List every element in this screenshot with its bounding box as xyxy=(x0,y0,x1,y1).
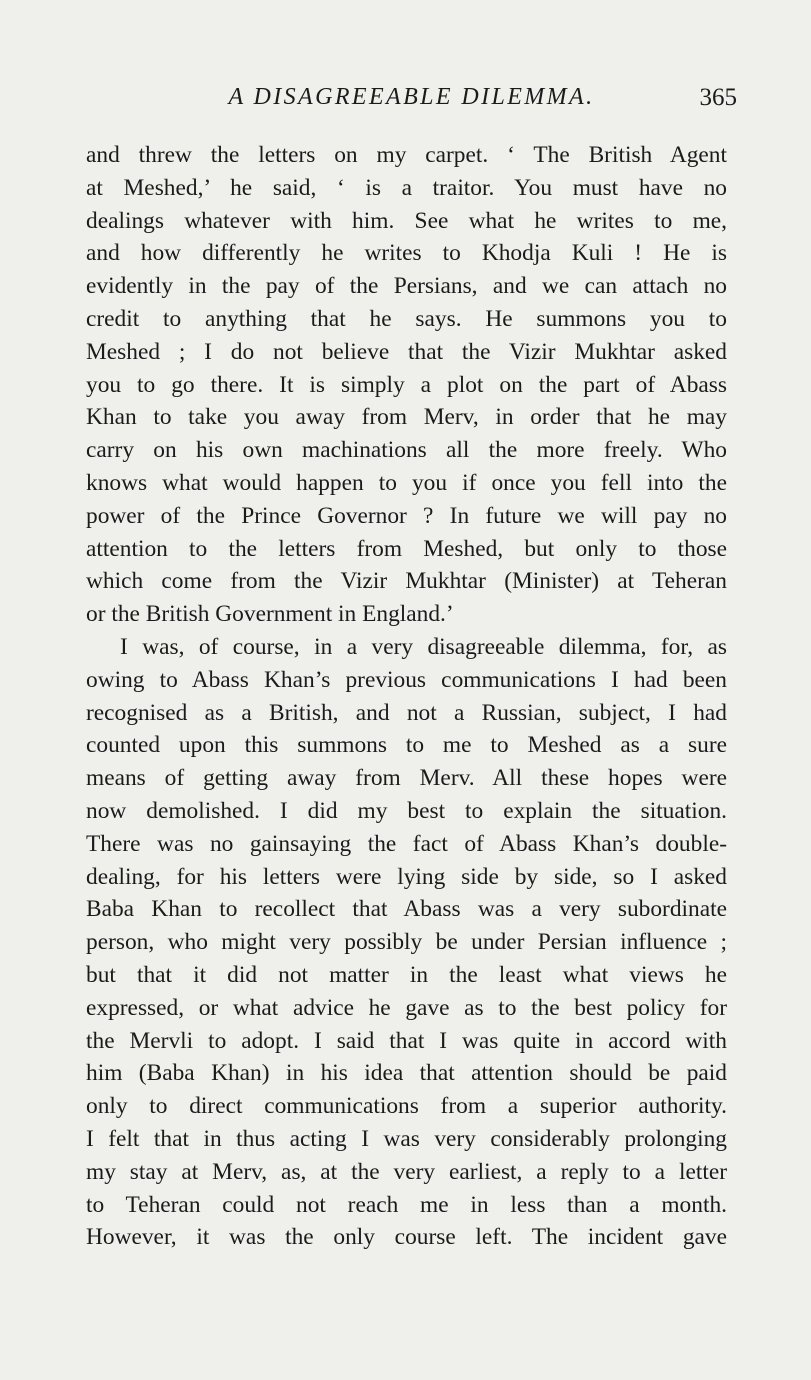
running-title: A DISAGREEABLE DILEMMA. xyxy=(228,84,595,110)
text-line: expressed, or what advice he gave as to the best policy for xyxy=(86,994,727,1021)
text-line: I felt that in thus acting I was very considerably prolonging xyxy=(86,1125,727,1152)
paragraph-first-line: I was, of course, in a very disagreeable dilemma, for, as xyxy=(120,633,727,660)
text-line: you to go there. It is simply a plot on the part of Abass xyxy=(86,371,727,398)
text-line: which come from the Vizir Mukhtar (Minister) at Teheran xyxy=(86,568,727,595)
text-line: the Mervli to adopt. I said that I was quite in accord with xyxy=(86,1027,727,1054)
text-line: him (Baba Khan) in his idea that attention should be paid xyxy=(86,1060,727,1087)
body-text xyxy=(86,139,727,1254)
text-line: at Meshed,’ he said, ‘ is a traitor. You must have no xyxy=(86,174,727,201)
text-line: credit to anything that he says. He summons you to xyxy=(86,305,727,332)
paragraph-last-line: or the British Government in England.’ xyxy=(86,601,454,628)
text-line: Baba Khan to recollect that Abass was a very subordinate xyxy=(86,896,727,923)
text-line: but that it did not matter in the least what views he xyxy=(86,961,727,988)
text-line: carry on his own machinations all the more freely. Who xyxy=(86,437,727,464)
text-line: and threw the letters on my carpet. ‘ The British Agent xyxy=(86,142,727,168)
running-head xyxy=(86,84,737,124)
text-line: Meshed ; I do not believe that the Vizir Mukhtar asked xyxy=(86,338,727,365)
text-line: evidently in the pay of the Persians, and we can attach no xyxy=(86,273,727,300)
text-line: means of getting away from Merv. All these hopes were xyxy=(86,765,727,792)
page-number: 365 xyxy=(699,84,737,111)
text-line: attention to the letters from Meshed, but only to those xyxy=(86,535,727,562)
text-line: However, it was the only course left. The incident gave xyxy=(86,1224,727,1251)
text-line: There was no gainsaying the fact of Abass Khan’s double- xyxy=(86,830,727,857)
text-line: Khan to take you away from Merv, in order that he may xyxy=(86,404,727,431)
text-line: my stay at Merv, as, at the very earliest, a reply to a letter xyxy=(86,1158,727,1185)
text-line: dealing, for his letters were lying side by side, so I asked xyxy=(86,863,727,890)
text-line: power of the Prince Governor ? In future we will pay no xyxy=(86,502,727,529)
text-line: recognised as a British, and not a Russian, subject, I had xyxy=(86,699,727,726)
text-line: dealings whatever with him. See what he writes to me, xyxy=(86,207,727,234)
text-line: only to direct communications from a superior authority. xyxy=(86,1093,727,1120)
text-line: now demolished. I did my best to explain the situation. xyxy=(86,797,727,824)
text-line: owing to Abass Khan’s previous communications I had been xyxy=(86,666,727,693)
text-line: and how differently he writes to Khodja Kuli ! He is xyxy=(86,240,727,267)
text-line: knows what would happen to you if once you fell into the xyxy=(86,469,727,496)
text-line: counted upon this summons to me to Meshed as a sure xyxy=(86,732,727,759)
text-line: person, who might very possibly be under Persian influence ; xyxy=(86,929,727,956)
text-line: to Teheran could not reach me in less than a month. xyxy=(86,1191,727,1218)
